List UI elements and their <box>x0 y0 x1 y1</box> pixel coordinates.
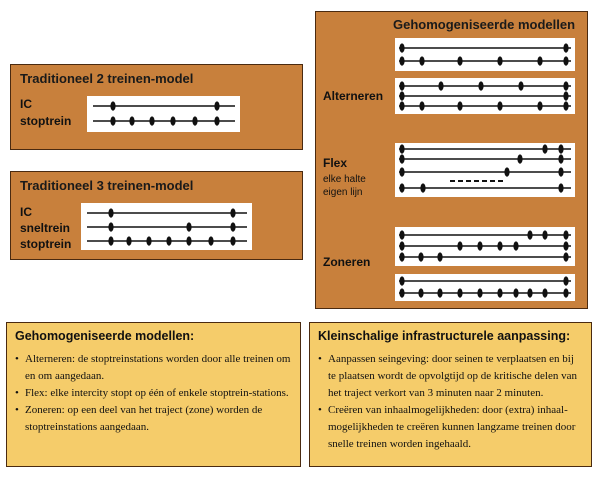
station-stop <box>186 222 191 231</box>
station-stop <box>399 167 404 176</box>
line-diagram-trad2 <box>87 96 240 132</box>
station-stop <box>418 288 423 297</box>
list-item: • Flex: elke intercity stopt op één of enkele stoptrein-stations. <box>15 385 292 402</box>
station-stop <box>214 116 219 125</box>
station-stop <box>558 144 563 153</box>
list-item: • Zoneren: op een deel van het traject (zone) worden de stoptreinstations aangedaan. <box>15 402 292 436</box>
station-stop <box>399 252 404 261</box>
station-stop <box>497 241 502 250</box>
station-stop <box>399 183 404 192</box>
station-stop <box>563 230 568 239</box>
station-stop <box>108 208 113 217</box>
station-stop <box>149 116 154 125</box>
station-stop <box>563 101 568 110</box>
station-stop <box>563 91 568 100</box>
station-stop <box>230 222 235 231</box>
list-item: • Aanpassen seingeving: door seinen te verplaatsen en bij te plaatsen wordt de opvolgtijd op de kritische delen van het traject verkort van 3 minuten naar 2 minuten. <box>318 351 583 402</box>
station-stop <box>420 183 425 192</box>
station-stop <box>399 276 404 285</box>
panel-title: Gehomogeniseerde modellen <box>393 17 576 32</box>
station-stop <box>497 101 502 110</box>
station-stop <box>563 81 568 90</box>
station-stop <box>513 288 518 297</box>
station-stop <box>399 91 404 100</box>
station-stop <box>518 81 523 90</box>
station-stop <box>457 56 462 65</box>
note-list <box>15 351 292 436</box>
panel-title: Traditioneel 3 treinen-model <box>20 178 194 193</box>
line-diagram-trad3 <box>81 203 252 250</box>
station-stop <box>399 43 404 52</box>
station-stop <box>537 101 542 110</box>
station-stop <box>110 101 115 110</box>
station-stop <box>563 252 568 261</box>
station-stop <box>478 81 483 90</box>
label-stoptrein: stoptrein <box>20 114 72 128</box>
station-stop <box>399 81 404 90</box>
station-stop <box>504 167 509 176</box>
station-stop <box>563 43 568 52</box>
station-stop <box>457 101 462 110</box>
line-diagram-zoneren-2 <box>395 274 575 301</box>
note-title: Kleinschalige infrastructurele aanpassing: <box>318 329 571 343</box>
note-infrastructurele-aanpassing <box>309 322 592 467</box>
note-title: Gehomogeniseerde modellen: <box>15 329 195 343</box>
label-ic: IC <box>20 205 32 219</box>
label-sneltrein: sneltrein <box>20 221 71 235</box>
line-diagram-alterneren-1 <box>395 38 575 71</box>
line-diagram-alterneren-2 <box>395 78 575 114</box>
station-stop <box>542 230 547 239</box>
label-ic: IC <box>20 97 32 111</box>
station-stop <box>563 56 568 65</box>
station-stop <box>129 116 134 125</box>
station-stop <box>110 116 115 125</box>
station-stop <box>399 230 404 239</box>
station-stop <box>399 144 404 153</box>
note-list <box>318 351 583 453</box>
list-item: • Alterneren: de stoptreinstations worden door alle treinen om en om aangedaan. <box>15 351 292 385</box>
station-stop <box>214 101 219 110</box>
station-stop <box>563 288 568 297</box>
station-stop <box>537 56 542 65</box>
station-stop <box>399 154 404 163</box>
panel-gehomogeniseerd <box>315 11 588 309</box>
station-stop <box>399 288 404 297</box>
station-stop <box>419 101 424 110</box>
station-stop <box>108 236 113 245</box>
station-stop <box>457 241 462 250</box>
station-stop <box>399 101 404 110</box>
label-flex-sub-1: elke halte <box>323 174 366 185</box>
station-stop <box>419 56 424 65</box>
station-stop <box>108 222 113 231</box>
station-stop <box>438 81 443 90</box>
panel-title: Traditioneel 2 treinen-model <box>20 71 194 86</box>
note-gehomogeniseerde-modellen <box>6 322 301 467</box>
station-stop <box>517 154 522 163</box>
line-diagram-zoneren-1 <box>395 227 575 266</box>
station-stop <box>558 154 563 163</box>
list-item: • Creëren van inhaalmogelijkheden: door (extra) inhaal-mogelijkheden te creëren kunnen langzame treinen door snelle treinen worden ingehaald. <box>318 402 583 453</box>
station-stop <box>558 167 563 176</box>
station-stop <box>497 288 502 297</box>
station-stop <box>166 236 171 245</box>
label-alterneren: Alterneren <box>323 89 384 103</box>
panel-traditioneel-3 <box>10 171 303 260</box>
station-stop <box>457 288 462 297</box>
station-stop <box>527 230 532 239</box>
station-stop <box>477 288 482 297</box>
station-stop <box>418 252 423 261</box>
station-stop <box>542 144 547 153</box>
label-flex-sub-2: eigen lijn <box>323 187 363 198</box>
station-stop <box>437 288 442 297</box>
station-stop <box>186 236 191 245</box>
station-stop <box>399 241 404 250</box>
line-diagram-flex <box>395 143 575 197</box>
panel-traditioneel-2 <box>10 64 303 150</box>
station-stop <box>563 276 568 285</box>
station-stop <box>208 236 213 245</box>
label-stoptrein: stoptrein <box>20 237 72 251</box>
station-stop <box>146 236 151 245</box>
station-stop <box>437 252 442 261</box>
station-stop <box>477 241 482 250</box>
station-stop <box>230 208 235 217</box>
station-stop <box>513 241 518 250</box>
station-stop <box>170 116 175 125</box>
station-stop <box>542 288 547 297</box>
station-stop <box>558 183 563 192</box>
station-stop <box>399 56 404 65</box>
station-stop <box>497 56 502 65</box>
label-flex: Flex <box>323 156 348 170</box>
station-stop <box>230 236 235 245</box>
label-zoneren: Zoneren <box>323 255 371 269</box>
station-stop <box>126 236 131 245</box>
station-stop <box>563 241 568 250</box>
station-stop <box>527 288 532 297</box>
station-stop <box>192 116 197 125</box>
